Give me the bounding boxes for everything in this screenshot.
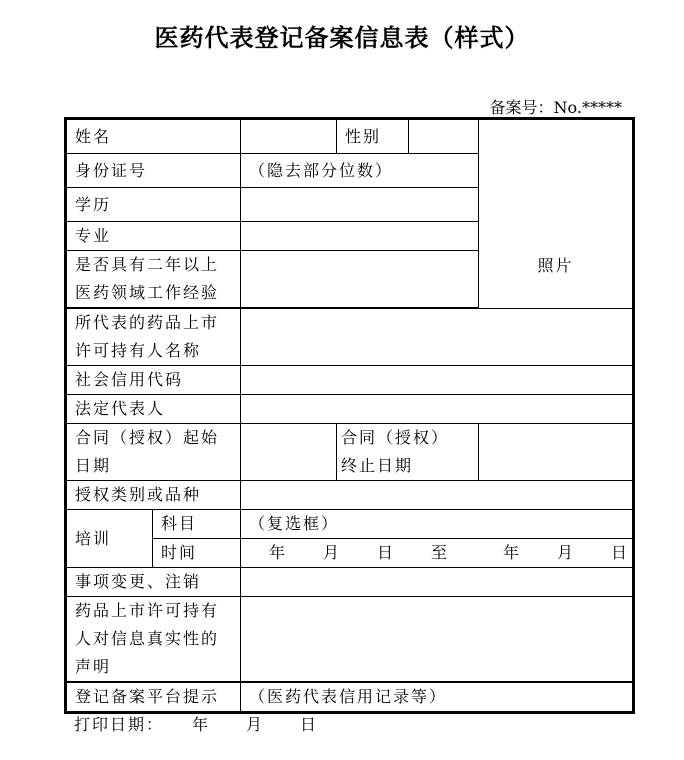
label-credit-code: 社会信用代码 <box>67 366 241 395</box>
label-education: 学历 <box>67 188 241 222</box>
label-experience <box>67 251 241 309</box>
label-declaration-line2: 人对信息真实性的 <box>75 629 220 648</box>
field-id-number[interactable]: （隐去部分位数） <box>241 154 479 188</box>
print-date: 打印日期： 年 月 日 <box>74 715 319 734</box>
label-major: 专业 <box>67 222 241 251</box>
label-experience-line2: 医药领域工作经验 <box>75 283 220 302</box>
registration-form-table <box>66 119 633 712</box>
label-mah-line1: 所代表的药品上市 <box>75 313 220 332</box>
label-mah-line2: 许可持有人名称 <box>75 341 202 360</box>
label-contract-end-line1: 合同（授权） <box>341 428 450 447</box>
field-declaration[interactable] <box>241 597 633 683</box>
field-experience[interactable] <box>241 251 479 309</box>
label-id-number: 身份证号 <box>67 154 241 188</box>
field-name[interactable] <box>241 120 337 154</box>
label-training: 培训 <box>67 510 153 568</box>
label-contract-end-line2: 终止日期 <box>341 456 414 475</box>
label-changes: 事项变更、注销 <box>67 568 241 597</box>
form-title: 医药代表登记备案信息表（样式） <box>154 24 530 52</box>
field-major[interactable] <box>241 222 479 251</box>
field-mah-name[interactable] <box>241 308 633 366</box>
label-contract-start <box>67 424 241 481</box>
label-legal-rep: 法定代表人 <box>67 395 241 424</box>
field-changes[interactable] <box>241 568 633 597</box>
photo-box <box>479 120 633 309</box>
field-platform-hint: （医药代表信用记录等） <box>241 682 633 712</box>
label-mah-name <box>67 308 241 366</box>
label-platform-hint: 登记备案平台提示 <box>67 682 241 712</box>
field-auth-category[interactable] <box>241 481 633 510</box>
label-gender: 性别 <box>337 120 409 154</box>
field-time-range[interactable]: 年 月 日 至 年 月 日 <box>241 539 633 568</box>
record-number: 备案号：No.***** <box>489 98 622 117</box>
field-credit-code[interactable] <box>241 366 633 395</box>
label-experience-line1: 是否具有二年以上 <box>75 255 220 274</box>
label-declaration-line1: 药品上市许可持有 <box>75 601 220 620</box>
label-contract-start-line1: 合同（授权）起始 <box>75 428 220 447</box>
field-contract-end[interactable] <box>479 424 633 481</box>
field-legal-rep[interactable] <box>241 395 633 424</box>
label-subject: 科目 <box>153 510 241 539</box>
field-education[interactable] <box>241 188 479 222</box>
label-contract-start-line2: 日期 <box>75 456 112 475</box>
label-auth-category: 授权类别或品种 <box>67 481 241 510</box>
label-time: 时间 <box>153 539 241 568</box>
label-contract-end <box>337 424 479 481</box>
field-gender[interactable] <box>409 120 479 154</box>
label-declaration <box>67 597 241 683</box>
field-contract-start[interactable] <box>241 424 337 481</box>
label-photo: 照片 <box>537 256 574 275</box>
label-declaration-line3: 声明 <box>75 657 112 676</box>
label-name: 姓名 <box>67 120 241 154</box>
field-subject[interactable]: （复选框） <box>241 510 633 539</box>
